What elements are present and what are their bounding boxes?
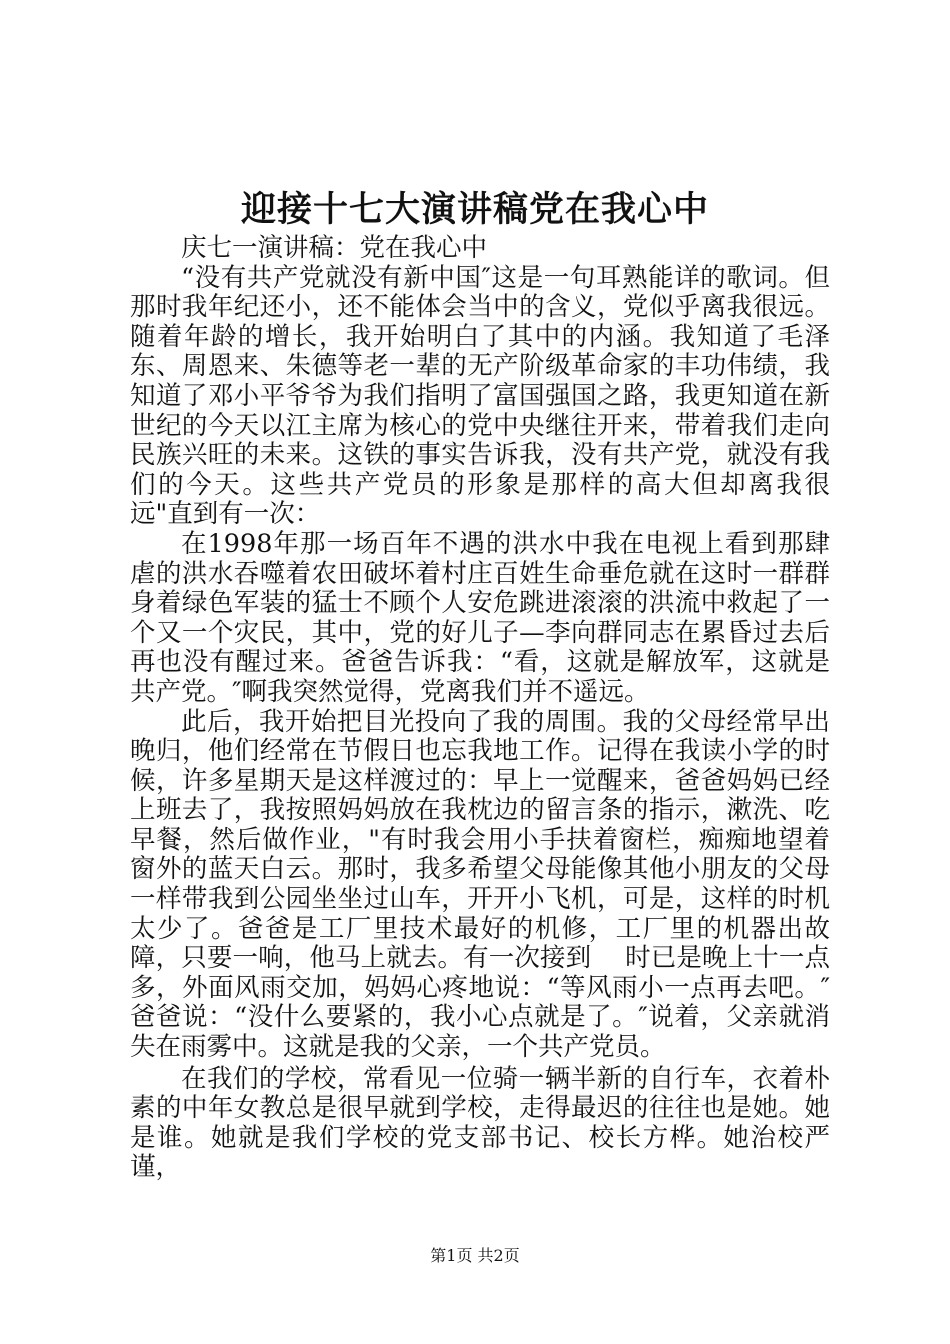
document-body xyxy=(130,234,830,1183)
paragraph: 在1998年那一场百年不遇的洪水中我在电视上看到那肆虐的洪水吞噬着农田破坏着村庄百姓生命垂危就在这时一群群身着绿色军装的猛士不顾个人安危跳进滚滚的洪流中救起了一个又一个灾民，其中，党的好儿子—李向群同志在累昏过去后再也没有醒过来。爸爸告诉我：“看，这就是解放军，这就是共产党。″啊我突然觉得，党离我们并不遥远。 xyxy=(130,528,830,707)
page-footer: 第1页 共2页 xyxy=(430,1246,520,1265)
paragraph: 此后，我开始把目光投向了我的周围。我的父母经常早出晚归，他们经常在节假日也忘我地工作。记得在我读小学的时候，许多星期天是这样渡过的：早上一觉醒来，爸爸妈妈已经上班去了，我按照妈妈放在我枕边的留言条的指示，漱洗、吃早餐，然后做作业，"有时我会用小手扶着窗栏，痴痴地望着窗外的蓝天白云。那时，我多希望父母能像其他小朋友的父母一样带我到公园坐坐过山车，开开小飞机，可是，这样的时机太少了。爸爸是工厂里技术最好的机修，工厂里的机器出故障，只要一响，他马上就去。有一次接到 时已是晚上十一点多，外面风雨交加，妈妈心疼地说：“等风雨小一点再去吧。″爸爸说：“没什么要紧的，我小心点就是了。″说着，父亲就消失在雨雾中。这就是我的父亲，一个共产党员。 xyxy=(130,706,830,1063)
paragraph: 在我们的学校，常看见一位骑一辆半新的自行车，衣着朴素的中年女教总是很早就到学校，走得最迟的往往也是她。她是谁。她就是我们学校的党支部书记、校长方桦。她治校严谨， xyxy=(130,1063,830,1183)
paragraph: “没有共产党就没有新中国″这是一句耳熟能详的歌词。但那时我年纪还小，还不能体会当中的含义，党似乎离我很远。随着年龄的增长，我开始明白了其中的内涵。我知道了毛泽东、周恩来、朱德等老一辈的无产阶级革命家的丰功伟绩，我知道了邓小平爷爷为我们指明了富国强国之路，我更知道在新世纪的今天以江主席为核心的党中央继往开来，带着我们走向民族兴旺的未来。这铁的事实告诉我，没有共产党，就没有我们的今天。这些共产党员的形象是那样的高大但却离我很远"直到有一次： xyxy=(130,262,830,530)
document-title: 迎接十七大演讲稿党在我心中 xyxy=(240,189,709,230)
paragraph: 庆七一演讲稿：党在我心中 xyxy=(181,233,488,263)
